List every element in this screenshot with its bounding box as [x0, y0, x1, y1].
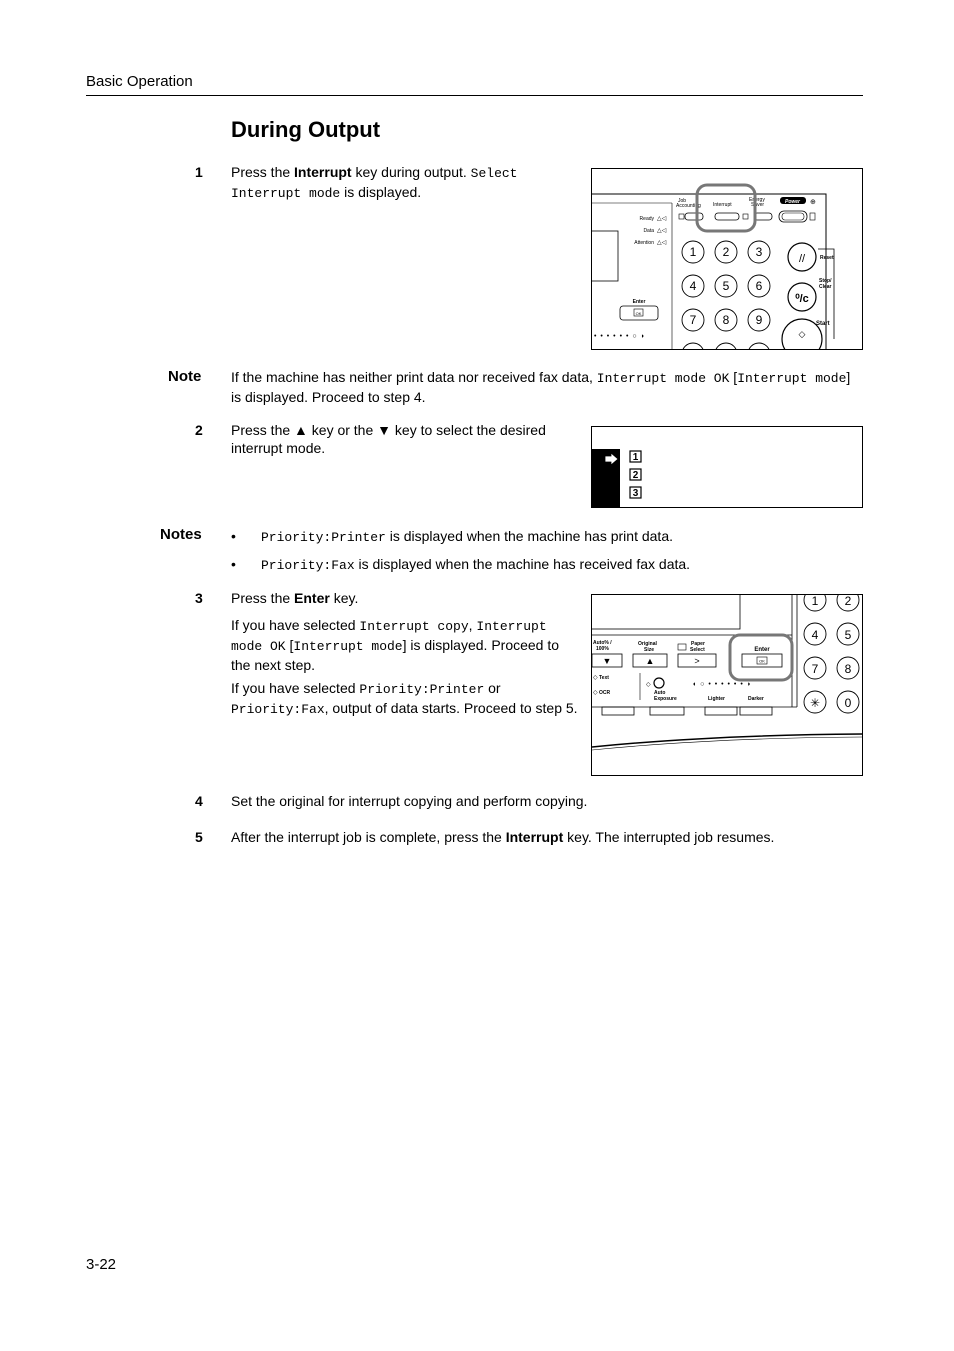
operation-panel-figure [591, 168, 863, 350]
svg-text:5: 5 [844, 628, 852, 642]
svg-text:0: 0 [844, 696, 852, 710]
step-4-text: Set the original for interrupt copying and perform copying. [231, 793, 588, 809]
power-label: Power [785, 199, 801, 205]
svg-text:Attention: Attention [634, 240, 654, 246]
notes-label: Notes [160, 526, 202, 543]
svg-text:Energy: Energy [749, 197, 765, 203]
enter-key-highlight [730, 635, 792, 680]
svg-text:Auto% /: Auto% / [593, 640, 612, 646]
svg-text:Lighter: Lighter [708, 696, 725, 702]
svg-text:Reset: Reset [820, 255, 834, 261]
svg-text:▼: ▼ [602, 656, 612, 666]
step-5-number: 5 [195, 829, 203, 845]
svg-text:Size: Size [644, 647, 655, 653]
svg-text:Stop/: Stop/ [819, 278, 832, 284]
svg-text:▲: ▲ [645, 656, 655, 666]
enter-key-panel-drawing [592, 595, 862, 775]
svg-text:1: 1 [689, 245, 697, 259]
svg-text:9: 9 [755, 313, 763, 327]
svg-text:100%: 100% [596, 646, 609, 652]
svg-text:Select: Select [690, 647, 705, 653]
svg-text:8: 8 [722, 313, 730, 327]
numeric-keypad [804, 595, 859, 713]
notes-item-2: Priority:Fax is displayed when the machine has received fax data. [261, 556, 691, 573]
svg-text:Auto: Auto [654, 690, 666, 696]
step-1-number: 1 [195, 164, 203, 180]
svg-text:5: 5 [722, 279, 730, 293]
svg-text:Job: Job [678, 198, 687, 204]
note-label: Note [168, 368, 202, 385]
svg-text:◇: ◇ [646, 682, 651, 688]
svg-text:Darker: Darker [748, 696, 764, 702]
step-3-number: 3 [195, 590, 203, 606]
numeric-keypad [682, 241, 770, 349]
svg-text:Enter: Enter [754, 647, 770, 653]
interrupt-key-name: Interrupt [294, 164, 352, 180]
lcd-drawing [592, 427, 862, 507]
step-5-text: After the interrupt job is complete, press the Interrupt key. The interrupted job resumes. [231, 829, 775, 845]
svg-text:✳: ✳ [809, 696, 821, 710]
svg-text:>: > [694, 656, 700, 666]
svg-text:△◁: △◁ [657, 216, 667, 222]
svg-text:⊕: ⊕ [810, 199, 816, 206]
svg-text:Exposure: Exposure [654, 696, 677, 702]
enter-key-name: Enter [294, 590, 330, 606]
select-interrupt-mode-message: Select Interrupt mode [231, 166, 518, 201]
step-2-text: Press the ▲ key or the ▼ key to select the desired interrupt mode. [231, 422, 546, 456]
svg-text:6: 6 [755, 279, 763, 293]
power-key[interactable] [779, 211, 807, 222]
svg-text:OCR: OCR [599, 690, 611, 696]
page-number: 3-22 [86, 1256, 117, 1273]
svg-text:Original: Original [638, 641, 657, 647]
svg-text:◇: ◇ [798, 329, 806, 339]
header-rule [86, 95, 863, 96]
enter-key-panel-figure [591, 594, 863, 776]
step-3-text: Press the Enter key. [231, 590, 359, 606]
lcd-figure [591, 426, 863, 508]
step-4-number: 4 [195, 793, 203, 809]
notes-item-1: Priority:Printer is displayed when the machine has print data. [261, 528, 673, 545]
svg-text:Text: Text [599, 675, 609, 681]
svg-text:◇: ◇ [593, 690, 598, 696]
svg-text:2: 2 [722, 245, 730, 259]
svg-text:Paper: Paper [691, 641, 705, 647]
up-arrow-icon: ▲ [294, 422, 308, 438]
note-text: If the machine has neither print data nor received fax data, Interrupt mode OK [Interrupt mode] is displayed. Proceed to step 4. [231, 369, 851, 405]
svg-text:◖ ○ • • • • • • ◗: ◖ ○ • • • • • • ◗ [692, 681, 752, 688]
svg-text:4: 4 [811, 628, 819, 642]
svg-text:4: 4 [689, 279, 697, 293]
svg-text:Start: Start [816, 321, 830, 327]
interrupt-key-label: Interrupt [713, 202, 732, 208]
step-3-paragraph-2: If you have selected Interrupt copy, Interrupt mode OK [Interrupt mode] is displayed. Proceed to the next step. [231, 617, 560, 673]
svg-text:Data: Data [643, 228, 654, 234]
step-2-number: 2 [195, 422, 203, 438]
svg-text:△◁: △◁ [657, 240, 667, 246]
interrupt-key-highlight [697, 185, 755, 231]
svg-text:⁰/c: ⁰/c [795, 293, 809, 305]
section-title: During Output [231, 117, 381, 142]
svg-text:1: 1 [811, 595, 819, 608]
svg-text:• • • • • • ○ ◗: • • • • • • ○ ◗ [594, 333, 646, 340]
auto-exposure-icon [654, 678, 664, 688]
svg-text:Saver: Saver [751, 202, 765, 208]
svg-text:OK: OK [759, 658, 765, 664]
svg-text:Clear: Clear [819, 284, 832, 290]
svg-text:7: 7 [811, 662, 819, 676]
message-display [592, 595, 740, 629]
interrupt-key[interactable] [715, 213, 739, 220]
job-accounting-key[interactable] [685, 213, 703, 220]
lcd-option-1: 1 [632, 452, 639, 463]
svg-text:2: 2 [844, 595, 852, 608]
step-1-text: Press the Interrupt key during output. Select Interrupt mode is displayed. [231, 164, 518, 201]
step-3-paragraph-3: If you have selected Priority:Printer or Priority:Fax, output of data starts. Proceed to step 5. [231, 680, 578, 717]
svg-text:◇: ◇ [593, 675, 598, 681]
lcd-option-3: 3 [632, 488, 639, 499]
operation-panel-drawing [592, 169, 862, 349]
down-arrow-icon: ▼ [377, 422, 392, 438]
svg-text:OK: OK [635, 311, 642, 316]
message-display [592, 231, 618, 281]
running-head: Basic Operation [86, 73, 193, 90]
svg-text://: // [798, 253, 806, 265]
svg-text:Accounting: Accounting [676, 203, 701, 209]
notes-bullet-2: • [231, 556, 236, 572]
energy-saver-key[interactable] [754, 213, 772, 220]
svg-text:Ready: Ready [639, 216, 654, 222]
svg-text:7: 7 [689, 313, 697, 327]
svg-text:Enter: Enter [632, 299, 646, 305]
svg-text:△◁: △◁ [657, 228, 667, 234]
notes-bullet-1: • [231, 528, 236, 544]
lcd-option-2: 2 [632, 470, 639, 481]
svg-text:3: 3 [755, 245, 763, 259]
svg-text:8: 8 [844, 662, 852, 676]
